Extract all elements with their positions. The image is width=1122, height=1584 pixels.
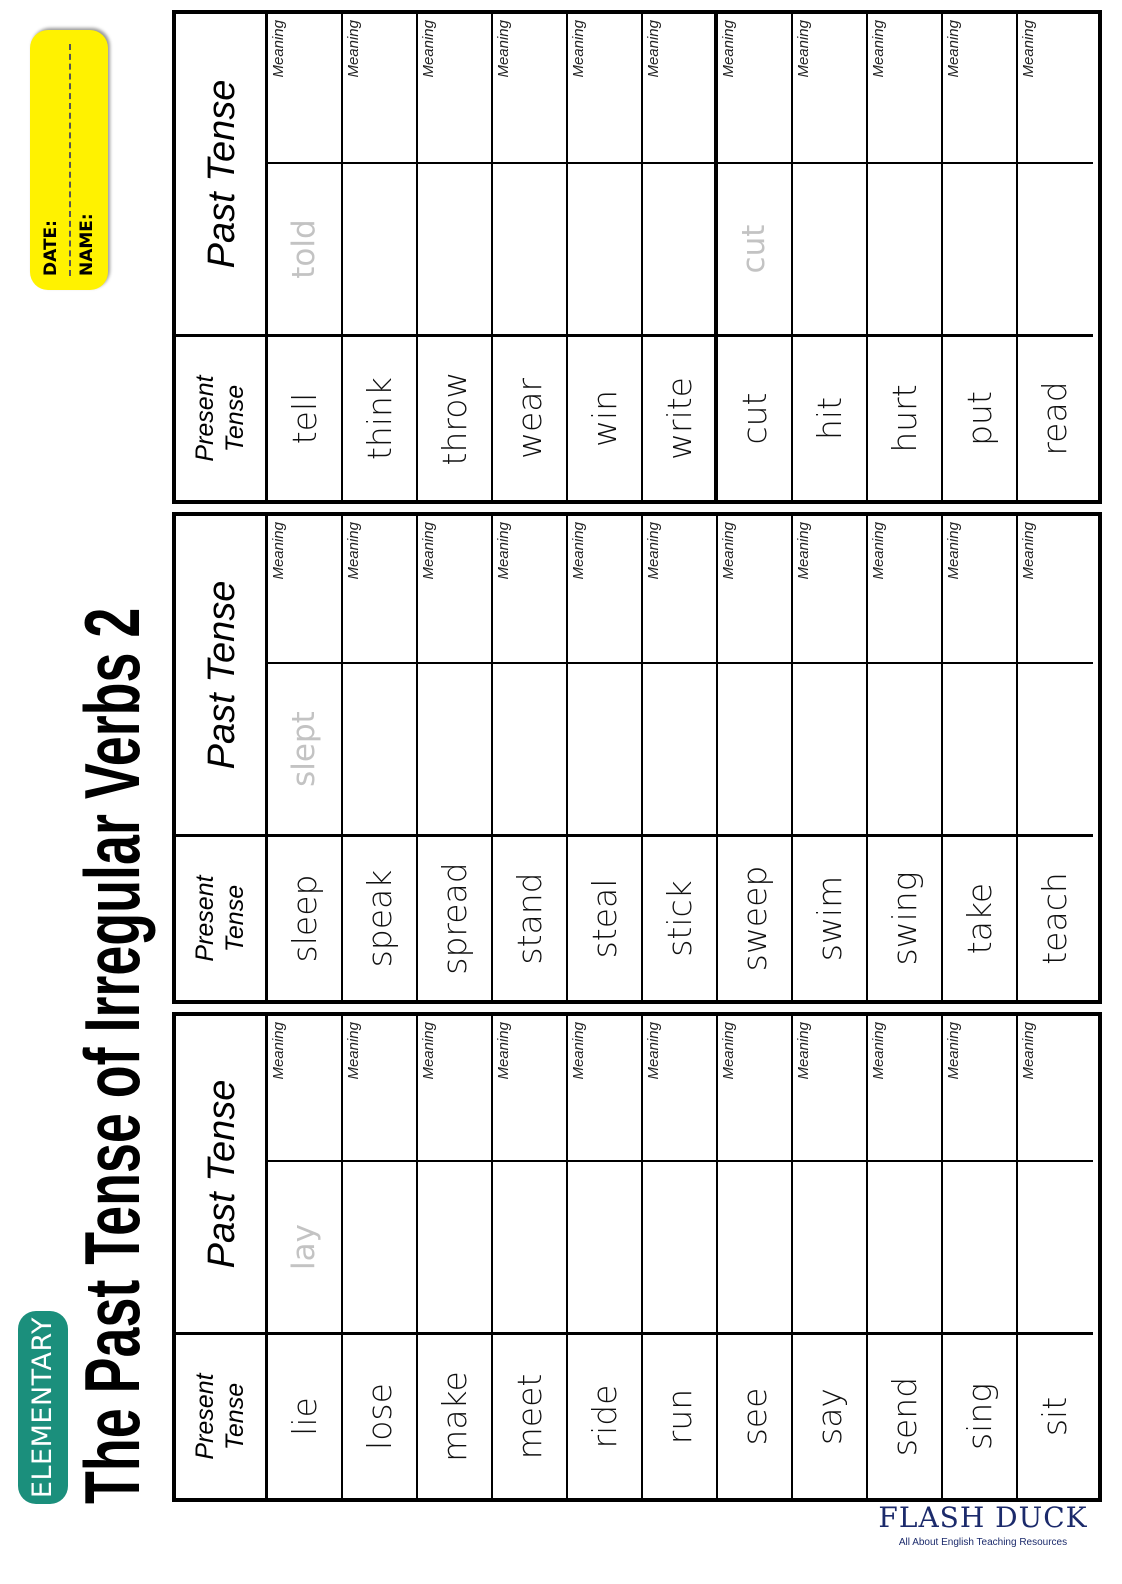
past-tense-answer-cell[interactable] — [1018, 162, 1093, 334]
past-tense-answer-cell[interactable] — [868, 1160, 941, 1332]
meaning-answer-cell[interactable] — [1018, 14, 1093, 162]
past-tense-answer-cell[interactable]: lay — [268, 1160, 341, 1332]
meaning-label: Meaning — [270, 1022, 287, 1080]
meaning-answer-cell[interactable] — [718, 516, 791, 662]
meaning-answer-cell[interactable] — [1018, 1016, 1093, 1160]
table-row — [1018, 516, 1093, 1000]
present-tense-cell: wear — [493, 334, 566, 500]
past-tense-answer-cell[interactable] — [943, 162, 1016, 334]
table-row — [943, 516, 1018, 1000]
meaning-label: Meaning — [495, 522, 512, 580]
table-row — [1018, 14, 1093, 500]
table-row — [493, 1016, 568, 1498]
table-row — [868, 1016, 943, 1498]
table-row — [718, 1016, 793, 1498]
table-row — [1018, 1016, 1093, 1498]
past-tense-answer-cell[interactable] — [343, 662, 416, 834]
present-tense-cell: say — [793, 1332, 866, 1498]
table-row — [418, 1016, 493, 1498]
header-past-tense: Past Tense — [176, 516, 268, 834]
header-past-tense: Past Tense — [176, 14, 268, 334]
meaning-label: Meaning — [1020, 1022, 1037, 1080]
table-row — [493, 516, 568, 1000]
meaning-label: Meaning — [345, 522, 362, 580]
date-name-box — [30, 30, 108, 290]
past-tense-answer-cell[interactable] — [643, 162, 714, 334]
present-tense-cell: run — [643, 1332, 716, 1498]
meaning-answer-cell[interactable] — [493, 1016, 566, 1160]
present-tense-cell: swim — [793, 834, 866, 1000]
past-tense-answer-cell[interactable] — [418, 162, 491, 334]
present-tense-cell: throw — [418, 334, 491, 500]
past-tense-answer-cell[interactable] — [418, 662, 491, 834]
present-tense-cell: speak — [343, 834, 416, 1000]
present-tense-cell: spread — [418, 834, 491, 1000]
table-row — [643, 14, 718, 500]
past-tense-answer-cell[interactable] — [643, 662, 716, 834]
table-row — [268, 14, 343, 500]
header-present-tense: Present Tense — [176, 334, 268, 500]
present-tense-cell: hit — [793, 334, 866, 500]
past-tense-answer-cell[interactable] — [568, 162, 641, 334]
meaning-answer-cell[interactable] — [493, 14, 566, 162]
meaning-label: Meaning — [345, 20, 362, 78]
past-tense-answer-cell[interactable] — [718, 1160, 791, 1332]
meaning-answer-cell[interactable] — [568, 1016, 641, 1160]
past-tense-answer-cell[interactable] — [793, 162, 866, 334]
meaning-answer-cell[interactable] — [793, 516, 866, 662]
table-row — [343, 516, 418, 1000]
meaning-answer-cell[interactable] — [718, 1016, 791, 1160]
present-tense-cell: sit — [1018, 1332, 1093, 1498]
meaning-answer-cell[interactable] — [568, 516, 641, 662]
meaning-label: Meaning — [795, 20, 812, 78]
table-row — [418, 14, 493, 500]
table-row — [643, 1016, 718, 1498]
present-tense-cell: make — [418, 1332, 491, 1498]
table-row — [793, 1016, 868, 1498]
meaning-label: Meaning — [795, 1022, 812, 1080]
meaning-label: Meaning — [945, 20, 962, 78]
meaning-label: Meaning — [870, 522, 887, 580]
meaning-answer-cell[interactable] — [943, 516, 1016, 662]
table-row — [568, 516, 643, 1000]
meaning-answer-cell[interactable] — [493, 516, 566, 662]
worksheet-title: The Past Tense of Irregular Verbs 2 — [68, 607, 156, 1504]
meaning-answer-cell[interactable] — [418, 1016, 491, 1160]
header-past-tense: Past Tense — [176, 1016, 268, 1332]
meaning-label: Meaning — [645, 20, 662, 78]
present-tense-cell: read — [1018, 334, 1093, 500]
table-row — [943, 14, 1018, 500]
meaning-label: Meaning — [870, 20, 887, 78]
past-tense-answer-cell[interactable] — [568, 1160, 641, 1332]
meaning-answer-cell[interactable] — [793, 1016, 866, 1160]
meaning-answer-cell[interactable] — [868, 516, 941, 662]
meaning-answer-cell[interactable] — [793, 14, 866, 162]
meaning-label: Meaning — [720, 20, 737, 78]
meaning-label: Meaning — [570, 1022, 587, 1080]
meaning-label: Meaning — [420, 20, 437, 78]
table-row — [718, 516, 793, 1000]
table-row — [868, 516, 943, 1000]
past-tense-answer-cell[interactable] — [943, 1160, 1016, 1332]
present-tense-cell: steal — [568, 834, 641, 1000]
meaning-label: Meaning — [420, 522, 437, 580]
table-row — [493, 14, 568, 500]
meaning-label: Meaning — [645, 1022, 662, 1080]
meaning-label: Meaning — [720, 522, 737, 580]
meaning-label: Meaning — [945, 522, 962, 580]
meaning-label: Meaning — [1020, 20, 1037, 78]
table-row — [718, 14, 793, 500]
meaning-answer-cell[interactable] — [568, 14, 641, 162]
past-tense-answer-cell[interactable] — [493, 162, 566, 334]
past-tense-answer-cell[interactable] — [793, 1160, 866, 1332]
meaning-answer-cell[interactable] — [643, 14, 714, 162]
present-tense-cell: ride — [568, 1332, 641, 1498]
past-tense-answer-cell[interactable] — [868, 162, 941, 334]
table-row — [343, 14, 418, 500]
past-tense-answer-cell[interactable] — [1018, 1160, 1093, 1332]
meaning-label: Meaning — [570, 20, 587, 78]
past-tense-answer-cell[interactable] — [493, 1160, 566, 1332]
present-tense-cell: sing — [943, 1332, 1016, 1498]
present-tense-cell: teach — [1018, 834, 1093, 1000]
name-field[interactable] — [70, 44, 105, 276]
present-tense-cell: win — [568, 334, 641, 500]
past-tense-answer-cell[interactable] — [343, 1160, 416, 1332]
verb-table-2 — [172, 512, 1102, 1004]
meaning-answer-cell[interactable] — [343, 1016, 416, 1160]
level-badge: ELEMENTARY — [18, 1311, 68, 1504]
verb-table-1 — [172, 1012, 1102, 1502]
past-tense-answer-cell[interactable] — [793, 662, 866, 834]
meaning-label: Meaning — [945, 1022, 962, 1080]
table-row — [418, 516, 493, 1000]
past-tense-answer-cell[interactable] — [868, 662, 941, 834]
flashduck-logo — [878, 1502, 1088, 1570]
header-present-tense: Present Tense — [176, 1332, 268, 1498]
past-tense-answer-cell[interactable] — [568, 662, 641, 834]
meaning-label: Meaning — [720, 1022, 737, 1080]
past-tense-answer-cell[interactable] — [418, 1160, 491, 1332]
meaning-answer-cell[interactable] — [343, 14, 416, 162]
table-row — [568, 1016, 643, 1498]
table-row — [268, 1016, 343, 1498]
header-present-tense: Present Tense — [176, 834, 268, 1000]
meaning-answer-cell[interactable] — [268, 14, 341, 162]
name-label: NAME: — [77, 213, 97, 276]
meaning-answer-cell[interactable] — [718, 14, 791, 162]
meaning-answer-cell[interactable] — [943, 14, 1016, 162]
table-row — [643, 516, 718, 1000]
date-label: DATE: — [41, 220, 61, 276]
past-tense-answer-cell[interactable] — [493, 662, 566, 834]
meaning-answer-cell[interactable] — [868, 14, 941, 162]
meaning-answer-cell[interactable] — [643, 516, 716, 662]
present-tense-cell: sleep — [268, 834, 341, 1000]
meaning-label: Meaning — [270, 522, 287, 580]
present-tense-cell: lose — [343, 1332, 416, 1498]
meaning-answer-cell[interactable] — [418, 14, 491, 162]
present-tense-cell: meet — [493, 1332, 566, 1498]
past-tense-answer-cell[interactable]: told — [268, 162, 341, 334]
meaning-label: Meaning — [495, 20, 512, 78]
meaning-answer-cell[interactable] — [868, 1016, 941, 1160]
present-tense-cell: stand — [493, 834, 566, 1000]
present-tense-cell: sweep — [718, 834, 791, 1000]
date-field[interactable] — [34, 44, 71, 276]
past-tense-answer-cell[interactable]: cut — [718, 162, 791, 334]
past-tense-answer-cell[interactable] — [643, 1160, 716, 1332]
meaning-label: Meaning — [870, 1022, 887, 1080]
meaning-answer-cell[interactable] — [418, 516, 491, 662]
present-tense-cell: send — [868, 1332, 941, 1498]
present-tense-cell: write — [643, 334, 714, 500]
meaning-label: Meaning — [495, 1022, 512, 1080]
meaning-answer-cell[interactable] — [268, 1016, 341, 1160]
present-tense-cell: tell — [268, 334, 341, 500]
table-row — [568, 14, 643, 500]
present-tense-cell: take — [943, 834, 1016, 1000]
present-tense-cell: think — [343, 334, 416, 500]
present-tense-cell: swing — [868, 834, 941, 1000]
past-tense-answer-cell[interactable] — [943, 662, 1016, 834]
table-row — [943, 1016, 1018, 1498]
past-tense-answer-cell[interactable] — [718, 662, 791, 834]
meaning-label: Meaning — [795, 522, 812, 580]
present-tense-cell: stick — [643, 834, 716, 1000]
present-tense-cell: see — [718, 1332, 791, 1498]
present-tense-cell: lie — [268, 1332, 341, 1498]
past-tense-answer-cell[interactable]: slept — [268, 662, 341, 834]
table-row — [793, 516, 868, 1000]
meaning-label: Meaning — [345, 1022, 362, 1080]
table-row — [868, 14, 943, 500]
meaning-answer-cell[interactable] — [1018, 516, 1093, 662]
table-row — [268, 516, 343, 1000]
meaning-label: Meaning — [570, 522, 587, 580]
meaning-label: Meaning — [420, 1022, 437, 1080]
table-row — [343, 1016, 418, 1498]
meaning-label: Meaning — [1020, 522, 1037, 580]
meaning-answer-cell[interactable] — [643, 1016, 716, 1160]
past-tense-answer-cell[interactable] — [343, 162, 416, 334]
meaning-answer-cell[interactable] — [943, 1016, 1016, 1160]
present-tense-cell: cut — [718, 334, 791, 500]
meaning-answer-cell[interactable] — [268, 516, 341, 662]
meaning-label: Meaning — [645, 522, 662, 580]
present-tense-cell: hurt — [868, 334, 941, 500]
meaning-answer-cell[interactable] — [343, 516, 416, 662]
logo-tagline: All About English Teaching Resources — [898, 1537, 1068, 1548]
meaning-label: Meaning — [270, 20, 287, 78]
logo-name: FLASH DUCK — [878, 1501, 1088, 1534]
table-row — [793, 14, 868, 500]
present-tense-cell: put — [943, 334, 1016, 500]
past-tense-answer-cell[interactable] — [1018, 662, 1093, 834]
verb-table-3 — [172, 10, 1102, 504]
